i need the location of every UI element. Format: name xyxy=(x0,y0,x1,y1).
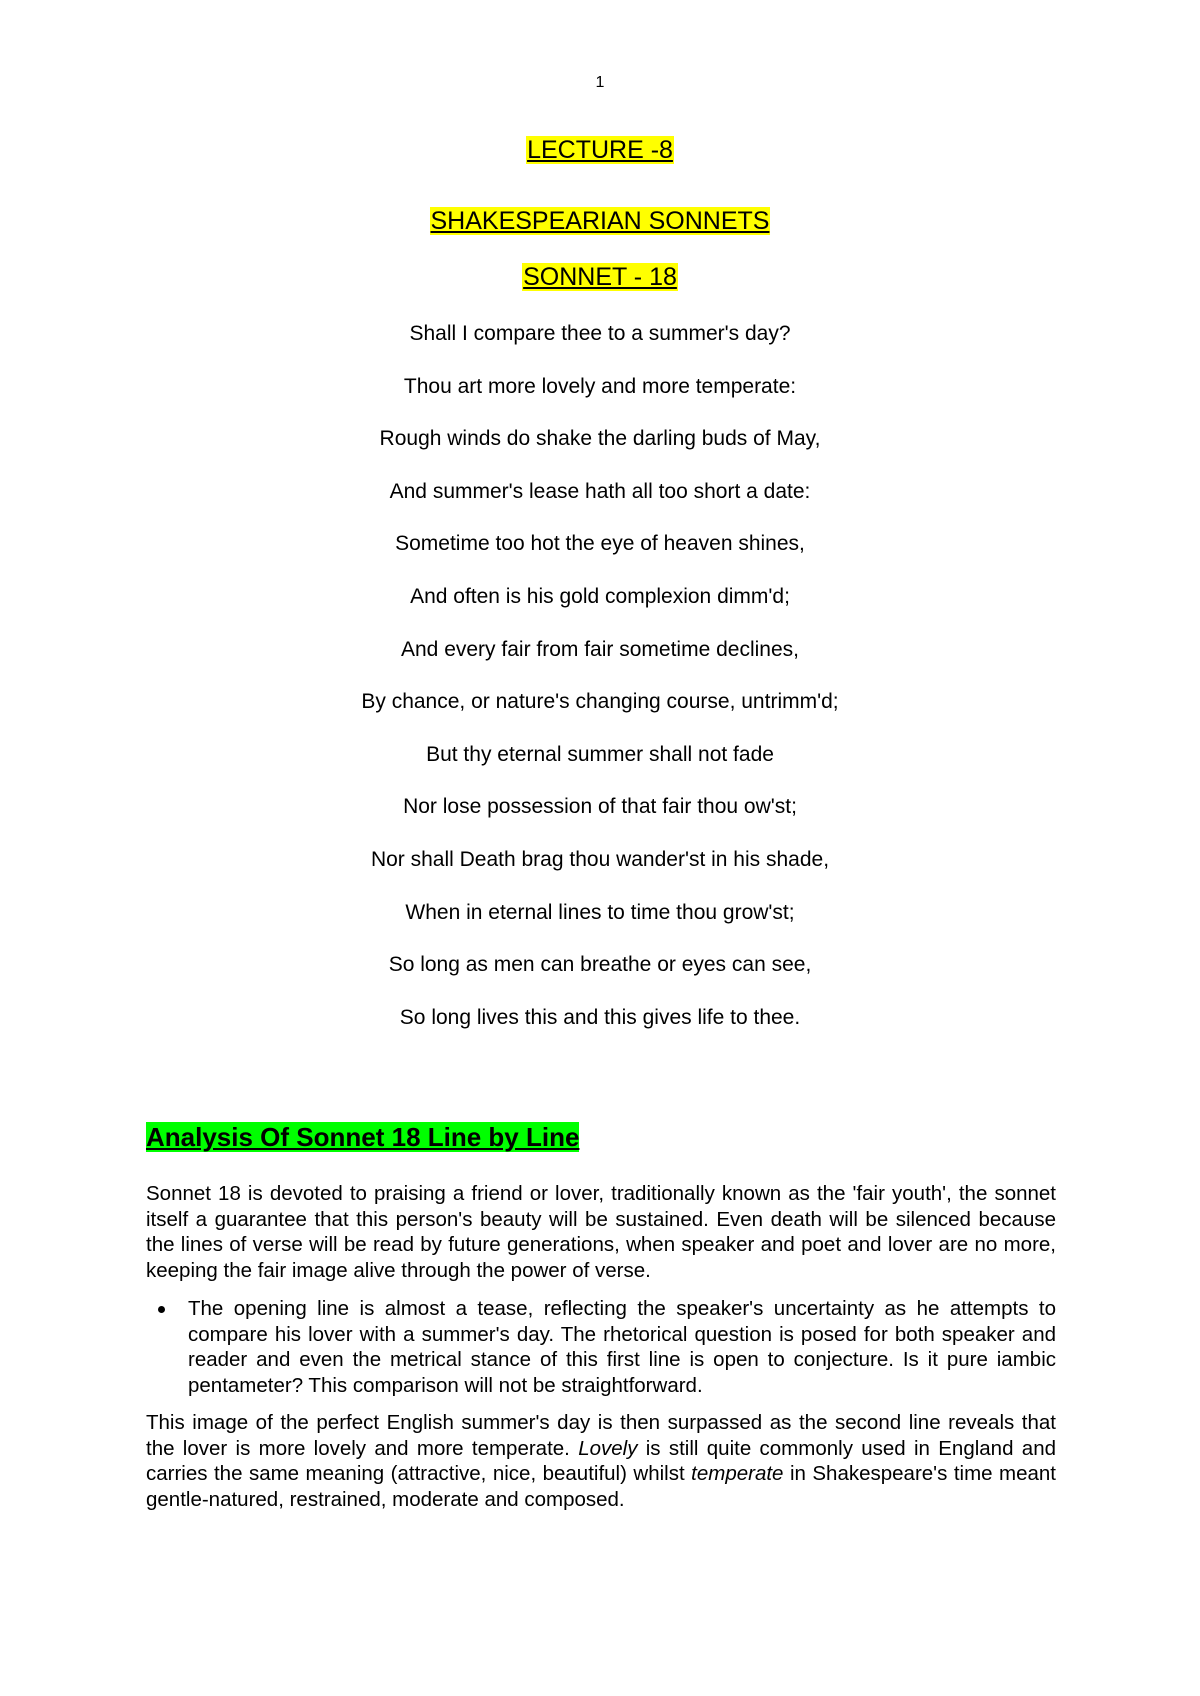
bullet-text: The opening line is almost a tease, reflecting the speaker's uncertainty as he attempts to compare his lover with a summer's day. The rhetorical question is posed for both speaker and reader and even the metrical stance of this first line is open to conjecture. Is it pure iambic pentameter? This comparison will not be straightforward. xyxy=(188,1297,1056,1397)
poem-line: Shall I compare thee to a summer's day? xyxy=(409,322,791,345)
poem-line: Sometime too hot the eye of heaven shines, xyxy=(395,532,805,556)
sonnet-heading-text: SONNET - 18 xyxy=(523,263,677,291)
sonnet-heading xyxy=(0,262,1200,292)
poem-line: Nor shall Death brag thou wander'st in his shade, xyxy=(370,847,830,871)
para2-emphasis-lovely: Lovely xyxy=(578,1436,638,1460)
analysis-title-text: Analysis Of Sonnet 18 Line by Line xyxy=(146,1122,580,1152)
poem-line: Rough winds do shake the darling buds of May, xyxy=(379,427,821,451)
poem-line: But thy eternal summer shall not fade xyxy=(426,742,774,766)
poem-line: So long lives this and this gives life to thee. xyxy=(399,1005,801,1029)
poem-line: Thou art more lovely and more temperate: xyxy=(403,374,797,398)
bullet-icon xyxy=(158,1306,165,1313)
lecture-heading-text: LECTURE -8 xyxy=(527,136,673,164)
analysis-intro-paragraph: Sonnet 18 is devoted to praising a friend or lover, traditionally known as the 'fair youth', the sonnet itself a guarantee that this person's beauty will be sustained. Even death will be silenced because the lines of verse will be read by future generations, when speaker and poet and lover are no more, keeping the fair image alive through the power of verse. xyxy=(146,1182,1056,1282)
poem-line: So long as men can breathe or eyes can see, xyxy=(388,953,812,977)
poem-line: Nor lose possession of that fair thou ow'st; xyxy=(403,795,797,819)
analysis-title xyxy=(146,1121,579,1153)
topic-heading-text: SHAKESPEARIAN SONNETS xyxy=(430,207,770,235)
para2-emphasis-temperate: temperate xyxy=(691,1462,784,1485)
lecture-heading xyxy=(0,135,1200,165)
poem-line: And summer's lease hath all too short a date: xyxy=(389,479,811,503)
para2-text-1: This image of the perfect English summer's day is then surpassed as the second line reveals that the lover is more lovely and more temperate. xyxy=(146,1411,1056,1460)
analysis-paragraph-2 xyxy=(146,1410,1056,1512)
para2-text-3: in Shakespeare's time meant gentle-natured, restrained, moderate and composed. xyxy=(146,1462,1056,1511)
poem-line: By chance, or nature's changing course, untrimm'd; xyxy=(361,690,839,714)
poem xyxy=(0,320,1200,1056)
poem-line: And often is his gold complexion dimm'd; xyxy=(410,584,790,608)
page-number: 1 xyxy=(595,74,605,91)
bullet-item xyxy=(146,1296,1056,1398)
poem-line: When in eternal lines to time thou grow'st; xyxy=(405,900,795,924)
topic-heading xyxy=(0,206,1200,236)
analysis-bullet-list xyxy=(146,1296,1056,1398)
para2-text-2: is still quite commonly used in England and carries the same meaning (attractive, nice, beautiful) whilst xyxy=(146,1436,1056,1485)
poem-line: And every fair from fair sometime declines, xyxy=(401,637,799,661)
